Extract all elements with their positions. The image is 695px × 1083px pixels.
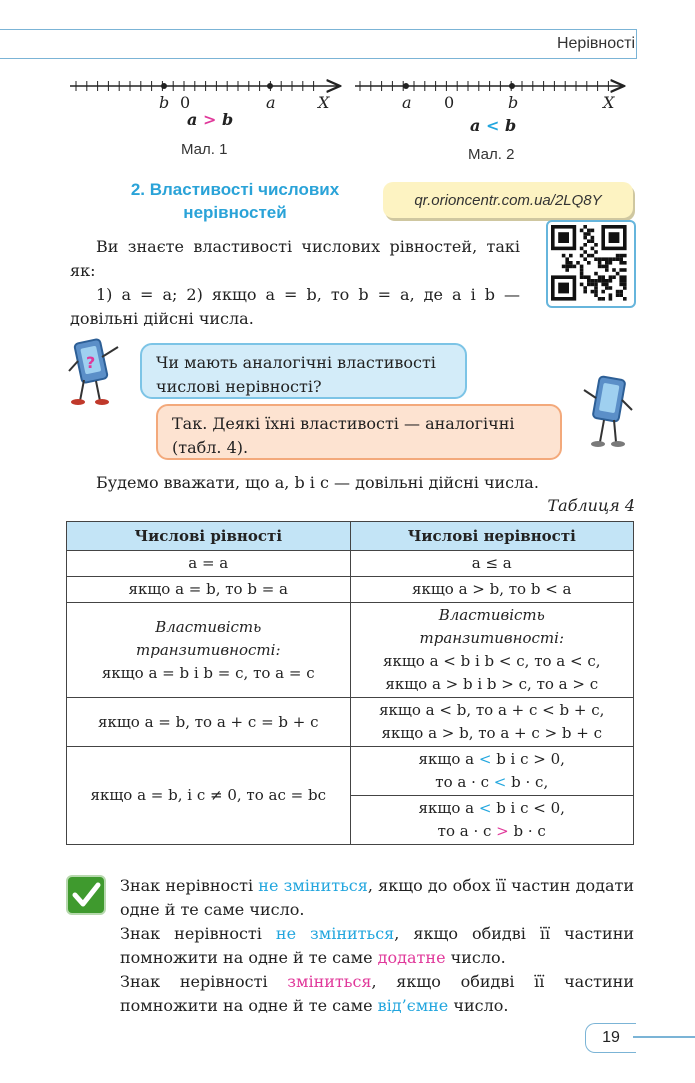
header-bar	[0, 29, 637, 59]
number-line-point	[161, 83, 167, 89]
fig2-label-x: X	[603, 93, 615, 112]
number-line-point	[509, 83, 515, 89]
running-header-title: Нерівності	[556, 35, 635, 52]
table-cell-transitivity-ineq: Властивість транзитивності: якщо a < b і b < c, то a < c, якщо a > b і b > c, то a > c	[350, 603, 634, 698]
fig2-label-zero: 0	[444, 93, 455, 112]
svg-text:?: ?	[86, 353, 96, 372]
number-line-2	[355, 81, 624, 91]
answer-bubble: Так. Деякі їхні властивості — аналогічні (табл. 4).	[156, 404, 562, 460]
number-line-point	[403, 83, 409, 89]
table-cell: a = a	[67, 551, 351, 577]
table-cell: якщо a > b, то b < a	[350, 577, 634, 603]
number-lines	[0, 68, 695, 108]
intro-paragraph: Ви знаєте властивості числових рівностей, такі як:	[70, 237, 520, 280]
table-row	[67, 603, 634, 698]
properties-table	[66, 521, 634, 845]
fig2-caption: Мал. 2	[468, 146, 515, 163]
table-cell-transitivity-eq: Властивість транзитивності: якщо a = b і b = c, то a = c	[67, 603, 351, 698]
phone-character-right-icon	[582, 372, 638, 452]
fig1-label-b: b	[159, 93, 170, 112]
table-header-equalities: Числові рівності	[67, 522, 351, 551]
checkmark-icon	[66, 875, 106, 915]
table-cell: якщо a = b, то a + c = b + c	[67, 698, 351, 747]
number-line-1	[70, 81, 340, 91]
qr-code-icon[interactable]	[546, 220, 636, 308]
table-row	[67, 577, 634, 603]
table-header-inequalities: Числові нерівності	[350, 522, 634, 551]
fig1-relation: a > b	[187, 110, 234, 129]
section-title: 2. Властивості числових нерівностей	[130, 180, 340, 222]
rule-2: Знак нерівності не зміниться, якщо обидві її частини помножити на одне й те саме додатне число.	[120, 924, 635, 967]
fig1-label-x: X	[318, 93, 330, 112]
qr-link[interactable]: qr.orioncentr.com.ua/2LQ8Y	[383, 182, 633, 218]
intro-equalities: 1) a = a; 2) якщо a = b, то b = a, де a і b — довільні дійсні числа.	[70, 285, 520, 328]
table-cell: якщо a < b, то a + c < b + c, якщо a > b, то a + c > b + c	[350, 698, 634, 747]
table-cell-mult-negative: якщо a < b і c < 0, то a · c > b · c	[350, 796, 634, 845]
fig2-label-b: b	[508, 93, 519, 112]
table-row	[67, 698, 634, 747]
table-cell: якщо a = b, то b = a	[67, 577, 351, 603]
fig1-label-a: a	[266, 93, 276, 112]
page-number: 19	[585, 1023, 636, 1053]
table-row	[67, 747, 634, 796]
rule-1: Знак нерівності не зміниться, якщо до обох її частин додати одне й те саме число.	[120, 876, 634, 919]
table-row	[67, 551, 634, 577]
rule-3: Знак нерівності зміниться, якщо обидві її частини помножити на одне й те саме від’ємне число.	[120, 972, 635, 1015]
fig2-label-a: a	[402, 93, 412, 112]
table-cell-mult-positive: якщо a < b і c > 0, то a · c < b · c,	[350, 747, 634, 796]
table-cell: a ≤ a	[350, 551, 634, 577]
phone-character-left-icon	[66, 335, 126, 407]
fig1-label-zero: 0	[180, 93, 191, 112]
fig2-relation: a < b	[470, 116, 517, 135]
number-line-point	[267, 83, 273, 89]
table-cell: якщо a = b, і c ≠ 0, то ac = bc	[67, 747, 351, 845]
footer-line	[633, 1036, 695, 1038]
table-caption: Таблиця 4	[547, 496, 635, 515]
question-bubble: Чи мають аналогічні властивості числові нерівності?	[140, 343, 467, 399]
fig1-caption: Мал. 1	[181, 141, 228, 158]
assumption-text: Будемо вважати, що a, b і c — довільні дійсні числа.	[96, 473, 539, 492]
